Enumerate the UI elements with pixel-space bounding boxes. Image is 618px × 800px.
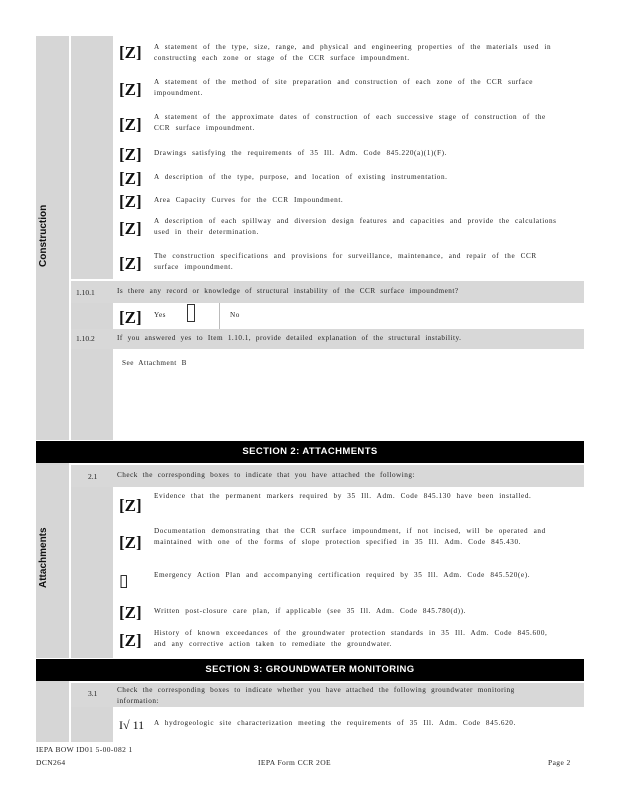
yes-checkbox[interactable]	[187, 304, 195, 322]
checkbox-icon[interactable]: [Z]	[119, 254, 142, 273]
checklist-item-text: A hydrogeologic site characterization meeting the requirements of 35 Ill. Adm. Code 845.620.	[154, 719, 516, 727]
number-column-shade	[71, 487, 113, 658]
number-column-shade	[71, 36, 113, 279]
checkbox-icon[interactable]: [Z]	[119, 115, 142, 134]
checkbox-icon[interactable]: [Z]	[119, 145, 142, 164]
checklist-item-text: A description of the type, purpose, and location of existing instrumentation.	[154, 173, 448, 181]
section-3-header: SECTION 3: GROUNDWATER MONITORING	[36, 659, 584, 681]
footer-form-name: IEPA Form CCR 2OE	[258, 758, 331, 767]
checkbox-icon[interactable]: [Z]	[119, 192, 142, 211]
question-text: If you answered yes to Item 1.10.1, provide detailed explanation of the structural instability.	[117, 334, 462, 342]
footer-dcn: DCN264	[36, 758, 66, 767]
attachments-sidebar	[36, 463, 69, 658]
checkbox-icon[interactable]: [Z]	[119, 631, 142, 650]
groundwater-sidebar	[36, 681, 69, 742]
checkbox-icon[interactable]: [Z]	[119, 496, 142, 515]
footer-form-id: IEPA BOW ID01 5-00-082 1	[36, 745, 133, 754]
number-column-shade	[71, 707, 113, 742]
checkbox-icon[interactable]: ▯	[119, 571, 129, 590]
construction-sidebar	[36, 36, 69, 440]
checklist-item-text: A statement of the method of site preparation and construction of each zone of the CCR surface impoundment.	[154, 78, 534, 97]
checklist-item-text: History of known exceedances of the groundwater protection standards in 35 Ill. Adm. Code 845.600, and any corrective action taken to remediate the groundwater.	[154, 629, 548, 648]
answer-divider	[219, 303, 220, 329]
question-number: 1.10.2	[76, 334, 95, 343]
checkbox-icon[interactable]: [Z]	[119, 603, 142, 622]
construction-sidebar-label: Construction	[38, 204, 49, 268]
checkbox-icon[interactable]: [Z]	[119, 80, 142, 99]
checklist-item-text: Documentation demonstrating that the CCR surface impoundment, if not incised, will be operated and maintained with one of the forms of slope protection specified in 35 Ill. Adm. Code 845.430.	[154, 527, 546, 546]
row-number: 2.1	[88, 472, 98, 481]
no-label: No	[230, 311, 240, 319]
checklist-item-text: The construction specifications and provisions for surveillance, maintenance, and repair of the CCR surface impoundment.	[154, 252, 537, 271]
checkbox-icon[interactable]: [Z]	[119, 169, 142, 188]
checkbox-icon[interactable]: [Z]	[119, 308, 142, 327]
answer-text: See Attachment B	[122, 359, 187, 367]
instruction-text: Check the corresponding boxes to indicate that you have attached the following:	[117, 471, 415, 479]
checkbox-icon[interactable]: [Z]	[119, 219, 142, 238]
checklist-item-text: Drawings satisfying the requirements of 35 Ill. Adm. Code 845.220(a)(1)(F).	[154, 149, 447, 157]
number-column-shade	[71, 349, 113, 440]
instruction-text: Check the corresponding boxes to indicate whether you have attached the following groundwater monitoring information:	[117, 686, 515, 705]
checkmark-icon[interactable]: I√ 11	[119, 718, 145, 732]
checklist-item-text: A description of each spillway and diversion design features and capacities and provide the calculations used in their determination.	[154, 217, 557, 236]
checkbox-icon[interactable]: [Z]	[119, 533, 142, 552]
question-number: 1.10.1	[76, 288, 95, 297]
yes-label: Yes	[154, 311, 166, 319]
footer-page-number: Page 2	[548, 758, 571, 767]
checklist-item-text: Emergency Action Plan and accompanying certification required by 35 Ill. Adm. Code 845.520(e).	[154, 571, 531, 579]
number-column-shade	[71, 303, 113, 329]
checklist-item-text: A statement of the type, size, range, and physical and engineering properties of the materials used in constructing each zone or stage of the CCR surface impoundment.	[154, 43, 552, 62]
checkbox-icon[interactable]: [Z]	[119, 43, 142, 62]
row-number: 3.1	[88, 689, 98, 698]
checklist-item-text: Area Capacity Curves for the CCR Impoundment.	[154, 196, 344, 204]
checklist-item-text: Evidence that the permanent markers required by 35 Ill. Adm. Code 845.130 have been installed.	[154, 492, 532, 500]
attachments-sidebar-label: Attachments	[38, 527, 49, 589]
form-page	[36, 36, 584, 742]
checklist-item-text: Written post-closure care plan, if applicable (see 35 Ill. Adm. Code 845.780(d)).	[154, 607, 467, 615]
checklist-item-text: A statement of the approximate dates of construction of each successive stage of construction of the CCR surface impoundment.	[154, 113, 546, 132]
question-text: Is there any record or knowledge of structural instability of the CCR surface impoundment?	[117, 287, 459, 295]
section-2-header: SECTION 2: ATTACHMENTS	[36, 441, 584, 463]
